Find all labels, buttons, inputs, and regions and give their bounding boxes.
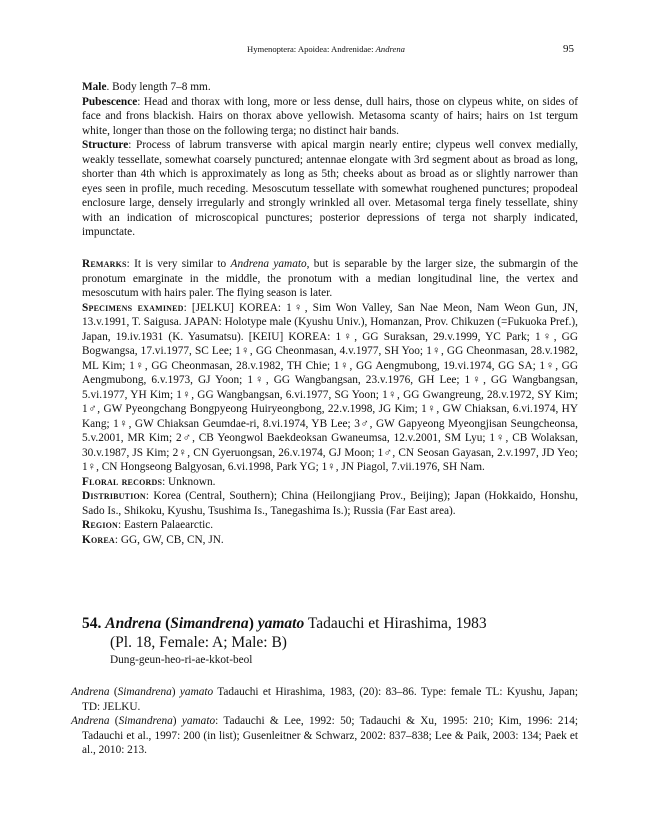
distribution-text: : Korea (Central, Southern); China (Heilongjiang Prov., Beijing); Japan (Hokkaido, Honshu, Sado Is., Shikoku, Kyushu, Tsushima Is., Tanegashima Is.); Russia (Far East area).: [82, 490, 578, 517]
pubescence-paragraph: [82, 95, 578, 139]
species-korean-name: Dung-geun-heo-ri-ae-kkot-beol: [110, 654, 253, 666]
korea-text: : GG, GW, CB, CN, JN.: [114, 533, 224, 546]
page-header: [0, 44, 652, 60]
region-text: : Eastern Palaearctic.: [118, 519, 214, 531]
ref1-subgenus: Simandrena: [117, 686, 172, 698]
floral-label: Floral records: [82, 475, 163, 488]
reference-1: Andrena (Simandrena) yamato Tadauchi et Hirashima, 1983, (20): 83–86. Type: female TL: Kyushu, Japan; TD: JELKU.: [71, 686, 579, 713]
running-head: [0, 44, 652, 54]
pubescence-label: Pubescence: [82, 95, 138, 108]
page-number: 95: [563, 43, 574, 55]
structure-label: Structure: [82, 139, 129, 151]
species-subgenus: Simandrena: [170, 615, 249, 632]
specimens-paragraph: [82, 301, 578, 475]
species-genus: Andrena: [105, 615, 162, 632]
structure-paragraph: [82, 138, 578, 240]
ref2-genus: Andrena: [71, 715, 110, 727]
species-plate: (Pl. 18, Female: A; Male: B): [110, 634, 287, 651]
ref1-text: Tadauchi et Hirashima, 1983, (20): 83–86. Type: female TL: Kyushu, Japan; TD: JELKU.: [82, 686, 579, 713]
male-paragraph: [82, 80, 578, 95]
species-author: Tadauchi et Hirashima, 1983: [307, 615, 487, 632]
floral-paragraph: [82, 475, 578, 490]
korea-label: Korea: [82, 533, 115, 546]
ref1-epithet: yamato: [179, 686, 214, 698]
running-head-prefix: Hymenoptera: Apoidea: Andrenidae:: [247, 44, 376, 54]
ref2-subgenus: Simandrena: [118, 715, 173, 727]
ref2-epithet: yamato: [181, 715, 216, 727]
male-label: Male: [82, 81, 107, 93]
distribution-label: Distribution: [82, 490, 146, 502]
remarks-label: Remarks: [82, 258, 127, 270]
male-description: [82, 80, 578, 240]
distribution-paragraph: [82, 489, 578, 518]
ref2-text: : Tadauchi & Lee, 1992: 50; Tadauchi & Xu, 1995: 210; Kim, 1996: 214; Tadauchi et al., 1997: 200 (in list); Gusenleitner & Schwarz, 2002: 837–838; Lee & Paik, 2003: 134; Paek et al., 2010: 213.: [82, 715, 578, 756]
species-epithet: yamato: [257, 615, 305, 632]
running-head-genus: Andrena: [375, 44, 405, 54]
male-text: . Body length 7–8 mm.: [106, 81, 211, 93]
reference-2: Andrena (Simandrena) yamato: Tadauchi & Lee, 1992: 50; Tadauchi & Xu, 1995: 210; Kim, 1996: 214; Tadauchi et al., 1997: 200 (in list); Gusenleitner & Schwarz, 2002: 837–838; Lee & Paik, 2003: 134; Paek et al., 2010: 213.: [71, 715, 578, 756]
ref1-genus: Andrena: [71, 686, 110, 698]
remarks-section: [82, 257, 578, 547]
region-label: Region: [82, 519, 119, 531]
specimens-label: Specimens examined: [82, 301, 184, 314]
remarks-paragraph: [82, 257, 578, 301]
remarks-species: Andrena yamato: [230, 258, 307, 270]
pubescence-text: : Head and thorax with long, more or less dense, dull hairs, those on clypeus white, on sides of face and frons blackish. Hairs on thorax above yellowish. Metasoma scanty of hairs; hairs on 1st tergum white, longer than those on the following terga; no distinct hair bands.: [82, 95, 578, 137]
specimens-text: : [JELKU] KOREA: 1♀, Sim Won Valley, San Nae Meon, Nam Weon Gun, JN, 13.v.1991, T. Saigusa. JAPAN: Holotype male (Kyushu Univ.), Homanzan, Prov. Chikuzen (=Fukuoka Pref.), Japan, 19.iv.1931 (K. Yasumatsu). [KEIU] KOREA: 1♀, GG Suraksan, 29.v.1999, YC Park; 1♀, GG Bogwangsa, 17.vi.1977, SC Lee; 1♀, GG Cheonmasan, 4.v.1977, SH Yoo; 1♀, GG Cheonmasan, 28.v.1982, ML Kim; 1♀, GG Cheonmasan, 28.v.1982, TH Chie; 1♀, GG Aengmubong, 19.vi.1974, GG SA; 1♀, GG Aengmubong, 6.v.1973, GJ Yoon; 1♀, GG Wangbangsan, 23.v.1976, GH Lee; 1♀, GG Wangbangsan, 5.vi.1977, YH Kim; 1♀, GG Wangbangsan, 6.vi.1977, SG Yoon; 1♀, GG Gwangreung, 28.v.1972, SY Kim; 1♂, GW Pyeongchang Bongpyeong Huiryeongbong, 22.v.1998, JG Kim; 1♀, GW Chiaksan, 6.vi.1974, HY Kang; 1♀, GW Chiaksan Geumdae-ri, 8.vi.1974, YB Lee; 3♂, GW Gapyeong Myeongjisan Seungcheonsa, 5.v.2001, MR Kim; 2♂, CB Yeongwol Baekdeoksan Gwaneumsa, 12.v.2001, SM Lyu; 1♀, CB Wolaksan, 30.v.1987, JS Kim; 2♀, CN Gyeruongsan, 26.v.1974, GJ Moon; 1♂, CN Seosan Gayasan, 2.v.1997, JD Yeo; 1♀, CN Hongseong Balgyosan, 6.vi.1998, Park YG; 1♀, JN Piagol, 7.vii.1976, SH Nam.: [82, 301, 578, 473]
korea-paragraph: [82, 533, 578, 548]
species-header: [82, 614, 582, 667]
remarks-text-2: , but is separable by the larger size, the submargin of the pronotum emarginate in the middle, the pronotum with a median longitudinal line, the vertex and mesoscutum with hairs paler. The flying season is later.: [82, 258, 578, 299]
synonymy-references: [71, 685, 578, 758]
floral-text: : Unknown.: [162, 475, 216, 488]
species-title: 54. Andrena (Simandrena) yamato Tadauchi et Hirashima, 1983: [82, 615, 487, 632]
structure-text: : Process of labrum transverse with apical margin nearly entire; clypeus well convex medially, weakly tessellate, somewhat coarsely punctured; antennae elongate with 3rd segment about as broad as long, shorter than 4th which is approximately as long as 5th; cheeks about as broad as or slightly narrower than eyes seen in profile, much receding. Mesoscutum tessellate with somewhat roughened punctures; propodeal enclosure large, densely irregularly and strongly wrinkled all over. Metasomal terga finely tessellate, shiny with an indication of microscopical punctures; posterior depressions of terga not sharply indicated, impunctate.: [82, 139, 578, 238]
species-number: 54.: [82, 615, 102, 632]
remarks-text-1: : It is very similar to: [126, 258, 231, 270]
region-paragraph: [82, 518, 578, 533]
